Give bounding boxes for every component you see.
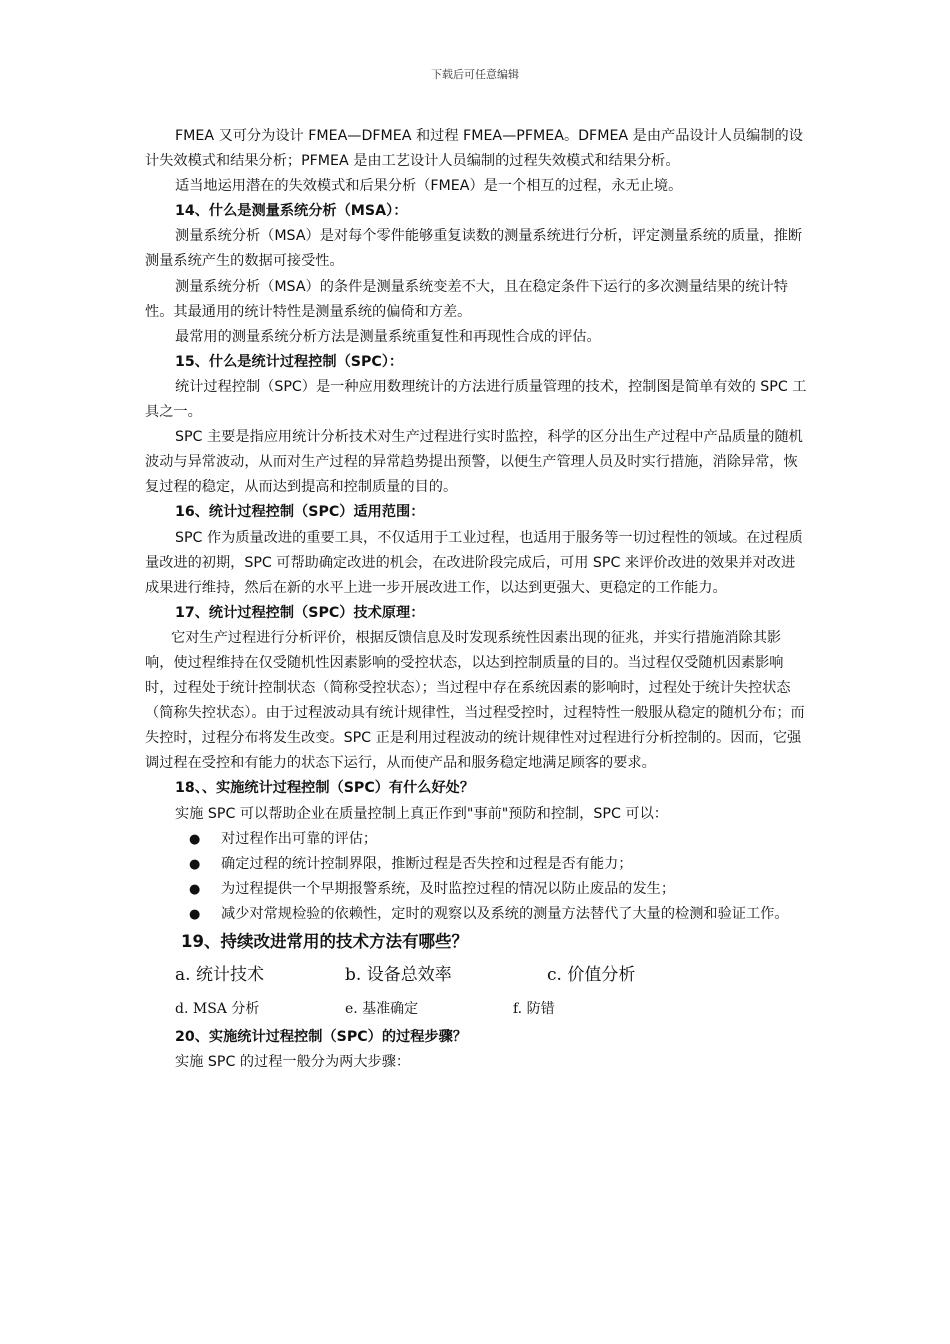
heading-20: 20、实施统计过程控制（SPC）的过程步骤？ — [175, 1029, 467, 1045]
heading-17: 17、统计过程控制（SPC）技术原理： — [175, 604, 425, 621]
options-row-1 — [145, 957, 807, 993]
paragraph-spc-principle: 它对生产过程进行分析评价，根据反馈信息及时发现系统性因素出现的征兆，并实行措施消除其影响，使过程维持在仅受随机性因素影响的受控状态，以达到控制质量的目的。当过程仅受随机因素影响时，过程处于统计控制状态（简称受控状态）；当过程中存在系统因素的影响时，过程处于统计失控状态（简称失控状态）。由于过程波动具有统计规律性，当过程受控时，过程特性一般服从稳定的随机分布；而失控时，过程分布将发生改变。SPC 正是利用过程波动的统计规律性对过程进行分析控制的。因而，它强调过程在受控和有能力的状态下运行，从而使产品和服务稳定地满足顾客的要求。 — [145, 629, 805, 772]
list-item: ● 对过程作出可靠的评估； — [145, 827, 807, 852]
list-item: ● 确定过程的统计控制界限，推断过程是否失控和过程是否有能力； — [145, 852, 807, 877]
page-header: 下载后可任意编辑 — [431, 68, 519, 81]
heading-16: 16、统计过程控制（SPC）适用范围： — [175, 504, 425, 521]
option-f: f. 防错 — [513, 1001, 555, 1017]
paragraph-msa-method: 最常用的测量系统分析方法是测量系统重复性和再现性合成的评估。 — [175, 328, 601, 345]
option-e: e. 基准确定 — [345, 1001, 419, 1017]
bullet-icon: ● — [189, 906, 201, 922]
benefit-list — [145, 827, 807, 927]
heading-18: 18、、实施统计过程控制（SPC）有什么好处？ — [175, 780, 475, 797]
paragraph-spc-benefit: 实施 SPC 可以帮助企业在质量控制上真正作到"事前"预防和控制，SPC 可以： — [175, 805, 668, 822]
heading-14: 14、什么是测量系统分析（MSA）： — [175, 203, 408, 220]
heading-19: 19、持续改进常用的技术方法有哪些？ — [181, 932, 468, 951]
option-c: c. 价值分析 — [547, 965, 636, 985]
option-a: a. 统计技术 — [175, 965, 264, 985]
paragraph-spc-steps: 实施 SPC 的过程一般分为两大步骤： — [175, 1054, 411, 1071]
paragraph-fmea-process: 适当地运用潜在的失效模式和后果分析（FMEA）是一个相互的过程，永无止境。 — [175, 178, 683, 195]
bullet-icon: ● — [189, 881, 201, 897]
options-row-2 — [145, 993, 807, 1025]
heading-15: 15、什么是统计过程控制（SPC）： — [175, 353, 404, 370]
paragraph-spc-scope: SPC 作为质量改进的重要工具，不仅适用于工业过程，也适用于服务等一切过程性的领域。在过程质量改进的初期，SPC 可帮助确定改进的机会，在改进阶段完成后，可用 SPC 来评价改进的效果并对改进成果进行维持，然后在新的水平上进一步开展改进工作，以达到更强大、更稳定的工作能力。 — [145, 529, 803, 596]
list-item: ● 减少对常规检验的依赖性，定时的观察以及系统的测量方法替代了大量的检测和验证工作。 — [145, 902, 807, 927]
paragraph-spc-definition: 统计过程控制（SPC）是一种应用数理统计的方法进行质量管理的技术，控制图是简单有效的 SPC 工具之一。 — [145, 378, 807, 421]
option-b: b. 设备总效率 — [345, 965, 452, 985]
option-d: d. MSA 分析 — [175, 1001, 260, 1017]
paragraph-fmea: FMEA 又可分为设计 FMEA—DFMEA 和过程 FMEA—PFMEA。DFMEA 是由产品设计人员编制的设计失效模式和结果分析；PFMEA 是由工艺设计人员编制的过程失效模式和结果分析。 — [145, 128, 803, 170]
document-body — [145, 124, 807, 1075]
paragraph-msa-condition: 测量系统分析（MSA）的条件是测量系统变差不大，且在稳定条件下运行的多次测量结果的统计特性。其最通用的统计特性是测量系统的偏倚和方差。 — [145, 278, 788, 320]
list-item: ● 为过程提供一个早期报警系统，及时监控过程的情况以防止废品的发生； — [145, 877, 807, 902]
bullet-icon: ● — [189, 831, 201, 847]
bullet-icon: ● — [189, 856, 201, 872]
paragraph-msa-definition: 测量系统分析（MSA）是对每个零件能够重复读数的测量系统进行分析，评定测量系统的质量，推断测量系统产生的数据可接受性。 — [145, 228, 803, 270]
paragraph-spc-main: SPC 主要是指应用统计分析技术对生产过程进行实时监控，科学的区分出生产过程中产品质量的随机波动与异常波动，从而对生产过程的异常趋势提出预警，以便生产管理人员及时实行措施，消除异常，恢复过程的稳定，从而达到提高和控制质量的目的。 — [145, 429, 803, 496]
